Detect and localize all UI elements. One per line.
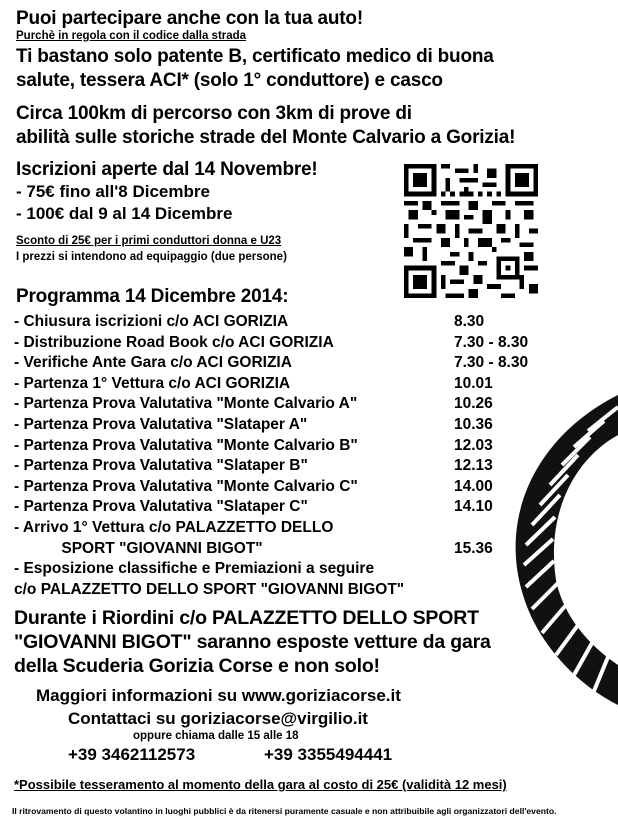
intro-line-3: Ti bastano solo patente B, certificato medico di buona	[16, 46, 494, 67]
footnote: *Possibile tesseramento al momento della gara al costo di 25€ (validità 12 mesi)	[14, 777, 507, 792]
program-row	[14, 375, 594, 396]
program-row-time: 7.30 - 8.30	[454, 333, 529, 351]
program-title: Programma 14 Dicembre 2014:	[16, 286, 289, 307]
program-row-time: 14.00	[454, 477, 493, 495]
program-row-text: - Partenza 1° Vettura c/o ACI GORIZIA	[14, 374, 291, 392]
tire-track-icon	[478, 395, 618, 715]
program-row	[14, 334, 594, 355]
program-row-time: 10.36	[454, 415, 493, 433]
program-row	[14, 313, 594, 334]
qr-code-icon	[404, 164, 538, 298]
intro-line-1: Puoi partecipare anche con la tua auto!	[16, 8, 363, 29]
program-row-text: - Verifiche Ante Gara c/o ACI GORIZIA	[14, 354, 292, 372]
program-row-text: - Partenza Prova Valutativa "Slataper A"	[14, 415, 308, 433]
intro-line-4: salute, tessera ACI* (solo 1° conduttore) e casco	[16, 70, 443, 91]
program-row-time: 8.30	[454, 313, 485, 330]
contact-phone-2: +39 3355494441	[264, 745, 393, 764]
intro-line-2: Purchè in regola con il codice dalla strada	[16, 30, 247, 42]
registration-discount: Sconto di 25€ per i primi conduttori donna e U23	[16, 235, 282, 247]
program-row-text: - Partenza Prova Valutativa "Slataper C"	[14, 498, 308, 516]
program-row-time: 7.30 - 8.30	[454, 354, 529, 372]
program-row-time: 10.26	[454, 395, 493, 413]
program-row-time: 10.01	[454, 374, 493, 392]
disclaimer: Il ritrovamento di questo volantino in luoghi pubblici è da ritenersi puramente casuale e non attribuibile agli organizzatori dell'evento.	[12, 806, 557, 816]
contact-email: Contattaci su goriziacorse@virgilio.it	[68, 709, 368, 728]
program-row-time: 12.13	[454, 457, 493, 475]
program-row	[14, 354, 594, 375]
program-row-time: 15.36	[454, 539, 493, 557]
program-row-text: - Partenza Prova Valutativa "Monte Calvario A"	[14, 395, 358, 413]
registration-price-1: - 75€ fino all'8 Dicembre	[16, 182, 210, 201]
exhibit-line-3: della Scuderia Gorizia Corse e non solo!	[14, 655, 380, 677]
route-line-2: abilità sulle storiche strade del Monte Calvario a Gorizia!	[16, 127, 516, 148]
registration-title: Iscrizioni aperte dal 14 Novembre!	[16, 159, 318, 180]
contact-phone-1: +39 3462112573	[68, 745, 196, 764]
exhibit-line-2: "GIOVANNI BIGOT" saranno esposte vetture da gara	[14, 631, 491, 653]
program-row-time: 12.03	[454, 436, 493, 454]
program-row-text: - Distribuzione Road Book c/o ACI GORIZIA	[14, 333, 334, 351]
program-row-text: - Esposizione classifiche e Premiazioni a seguire	[14, 560, 375, 578]
program-row-text: - Partenza Prova Valutativa "Monte Calvario C"	[14, 477, 358, 495]
program-row-text: - Partenza Prova Valutativa "Monte Calvario B"	[14, 436, 358, 454]
contact-info: Maggiori informazioni su www.goriziacorse.it	[36, 686, 401, 705]
program-row-text: SPORT "GIOVANNI BIGOT"	[14, 539, 263, 557]
registration-note: I prezzi si intendono ad equipaggio (due persone)	[16, 251, 287, 263]
contact-call: oppure chiama dalle 15 alle 18	[133, 730, 299, 742]
route-line-1: Circa 100km di percorso con 3km di prove di	[16, 103, 412, 124]
program-row-text: - Partenza Prova Valutativa "Slataper B"	[14, 457, 308, 475]
program-row-time: 14.10	[454, 498, 493, 516]
program-row-text: c/o PALAZZETTO DELLO SPORT "GIOVANNI BIGOT"	[14, 580, 405, 598]
exhibit-line-1: Durante i Riordini c/o PALAZZETTO DELLO SPORT	[14, 607, 479, 629]
program-row-text: - Arrivo 1° Vettura c/o PALAZZETTO DELLO	[14, 518, 334, 536]
program-row-text: - Chiusura iscrizioni c/o ACI GORIZIA	[14, 313, 289, 330]
registration-price-2: - 100€ dal 9 al 14 Dicembre	[16, 204, 233, 223]
